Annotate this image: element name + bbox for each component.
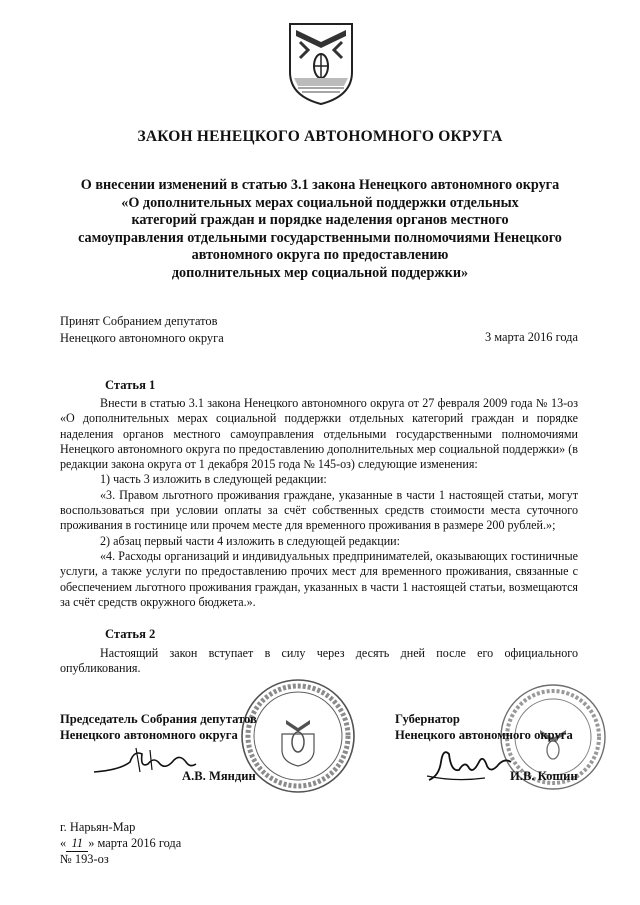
adoption-date: 3 марта 2016 года <box>484 330 578 344</box>
article-1-heading: Статья 1 <box>105 378 156 392</box>
footer-city: г. Нарьян-Мар <box>60 820 136 834</box>
footer-date-open: « <box>60 835 67 850</box>
adoption-info <box>60 313 224 347</box>
subject-line: О внесении изменений в статью 3.1 закона Ненецкого автономного округа <box>80 177 560 193</box>
subject-line: «О дополнительных мерах социальной поддержки отдельных <box>121 194 519 211</box>
right-signatory-title <box>395 711 573 743</box>
law-title: ЗАКОН НЕНЕЦКОГО АВТОНОМНОГО ОКРУГА <box>137 128 503 145</box>
subject-line: категорий граждан и порядке наделения органов местного <box>131 212 509 228</box>
article-1-item-1: 1) часть 3 изложить в следующей редакции: <box>100 472 327 487</box>
article-2-heading: Статья 2 <box>105 627 156 641</box>
adoption-line: Ненецкого автономного округа <box>60 331 224 345</box>
article-2-text: Настоящий закон вступает в силу через десять дней после его официального опубликования. <box>60 646 578 676</box>
footer-date <box>60 836 181 853</box>
right-title-line: Ненецкого автономного округа <box>395 728 573 742</box>
left-title-line: Ненецкого автономного округа <box>60 728 238 742</box>
right-signatory-name: И.В. Кошин <box>510 769 578 783</box>
adoption-line: Принят Собранием депутатов <box>60 314 218 328</box>
footer-date-rest: » марта 2016 года <box>88 835 182 850</box>
article-1-item-2-text: «4. Расходы организаций и индивидуальных предпринимателей, оказывающих гостиничные услуги, а также услуги по предоставлению прочих мест для временного проживания, связанные с обеспечением льготного проживания граждан, указанных в части 1 настоящей статьи, возмещаются за счёт средств окружного бюджета.». <box>60 548 578 609</box>
right-title-line: Губернатор <box>395 712 460 726</box>
okrug-emblem-icon <box>286 20 356 106</box>
right-signature-icon <box>425 742 515 786</box>
article-2-body <box>60 646 578 677</box>
article-1-item-1-text: «3. Правом льготного проживания граждане, указанные в части 1 настоящей статьи, могут воспользоваться при условии оплаты за счёт собственных средств стоимости места суточного проживания в гостинице или прочем месте для временного проживания в размере 200 рублей.»; <box>60 487 578 533</box>
subject-line: самоуправления отдельными государственными полномочиями Ненецкого <box>78 229 562 246</box>
subject-line: автономного округа по предоставлению <box>191 247 449 263</box>
footer-date-day: 11 <box>66 836 88 853</box>
law-subject <box>60 177 580 282</box>
subject-line: дополнительных мер социальной поддержки» <box>171 264 469 281</box>
article-1-body <box>60 396 578 610</box>
left-signatory-name: А.В. Мяндин <box>182 769 256 783</box>
left-title-line: Председатель Собрания депутатов <box>60 712 257 726</box>
document-footer <box>60 820 181 868</box>
left-signatory-title <box>60 711 257 743</box>
footer-number: № 193-оз <box>60 852 109 866</box>
article-1-item-2: 2) абзац первый части 4 изложить в следующей редакции: <box>100 533 401 548</box>
article-1-intro: Внести в статью 3.1 закона Ненецкого автономного округа от 27 февраля 2009 года № 13-оз «О дополнительных мерах социальной поддержки отдельных категорий граждан и порядке наделения органов местного самоуправления отдельными государственными полномочиями Ненецкого автономного округа по предоставлению дополнительных мер социальной поддержки» (в редакции закона округа от 1 декабря 2015 года № 145-оз) следующие изменения: <box>60 396 578 472</box>
